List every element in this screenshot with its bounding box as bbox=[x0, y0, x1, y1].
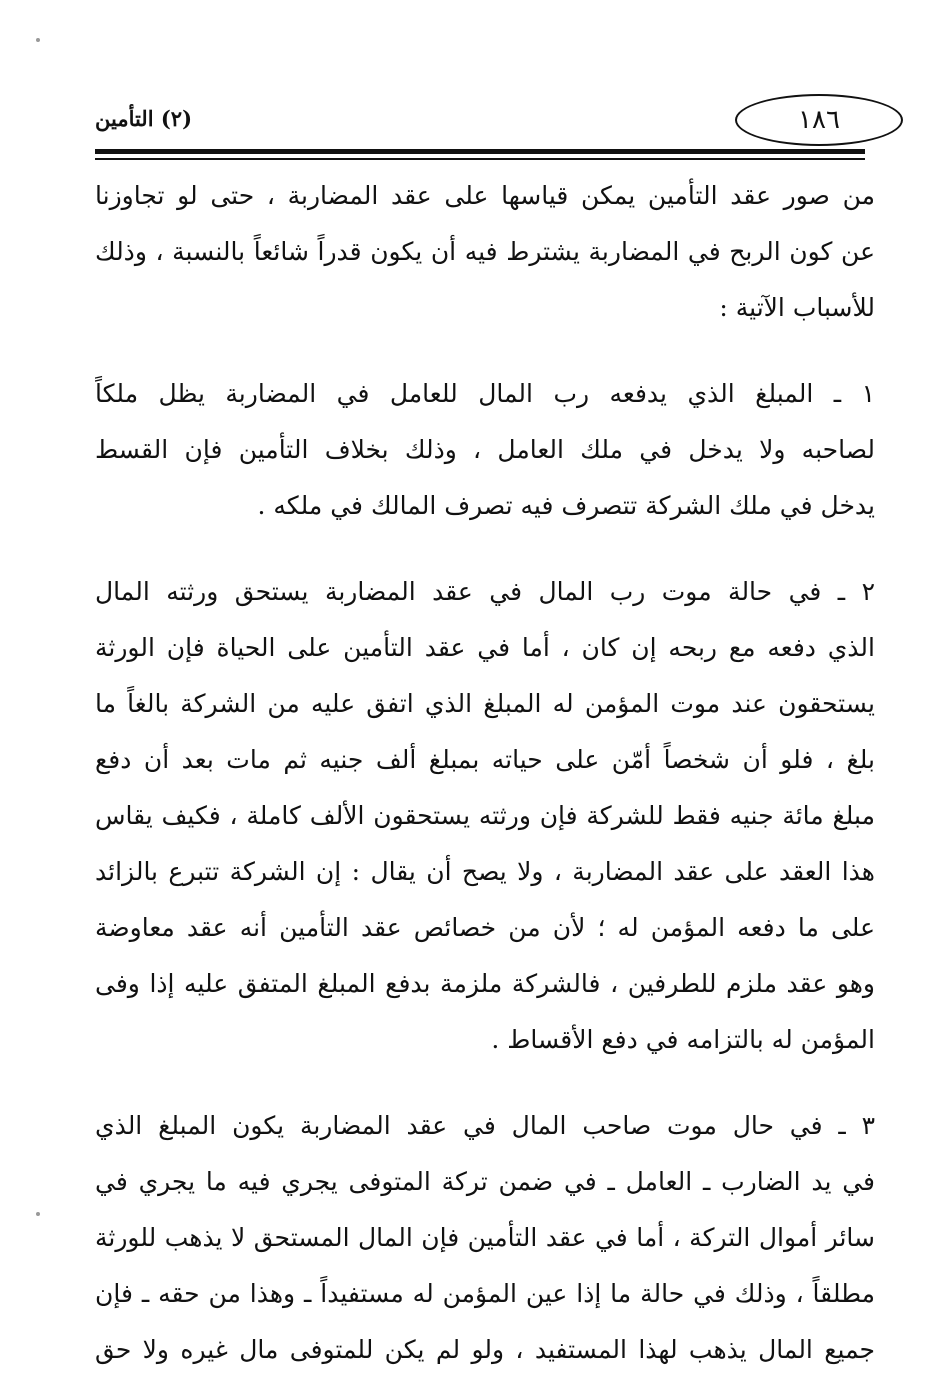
page-number-oval bbox=[735, 94, 903, 146]
paragraph-point-1 bbox=[95, 366, 875, 534]
text-line: عن كون الربح في المضاربة يشترط فيه أن يكون قدراً شائعاً بالنسبة ، وذلك bbox=[95, 237, 875, 266]
paragraph-point-3 bbox=[95, 1098, 875, 1378]
text-line: سائر أموال التركة ، أما في عقد التأمين فإن المال المستحق لا يذهب للورثة bbox=[95, 1223, 875, 1252]
text-line: في يد الضارب ـ العامل ـ في ضمن تركة المتوفى يجري فيه ما يجري في bbox=[95, 1167, 875, 1196]
body-text bbox=[95, 168, 875, 1378]
text-line: للأسباب الآتية : bbox=[719, 293, 875, 322]
text-line: ١ ـ المبلغ الذي يدفعه رب المال للعامل في المضاربة يظل ملكاً bbox=[95, 379, 875, 408]
page-header bbox=[95, 92, 865, 162]
text-line: مبلغ مائة جنيه فقط للشركة فإن ورثته يستحقون الألف كاملة ، فكيف يقاس bbox=[95, 801, 875, 830]
running-title: (٢) التأمين bbox=[95, 106, 193, 131]
paragraph-point-2 bbox=[95, 564, 875, 1068]
text-line: على ما دفعه المؤمن له ؛ لأن من خصائص عقد التأمين أنه عقد معاوضة bbox=[95, 913, 875, 942]
header-rule-thin bbox=[95, 158, 865, 160]
text-line: ٢ ـ في حالة موت رب المال في عقد المضاربة يستحق ورثته المال bbox=[95, 577, 875, 606]
text-line: بلغ ، فلو أن شخصاً أمّن على حياته بمبلغ ألف جنيه ثم مات بعد أن دفع bbox=[95, 745, 875, 774]
header-rule-thick bbox=[95, 149, 865, 154]
text-line: وهو عقد ملزم للطرفين ، فالشركة ملزمة بدفع المبلغ المتفق عليه إذا وفى bbox=[95, 969, 875, 998]
text-line: يستحقون عند موت المؤمن له المبلغ الذي اتفق عليه من الشركة بالغاً ما bbox=[95, 689, 875, 718]
margin-speck bbox=[36, 1212, 40, 1216]
text-line: الذي دفعه مع ربحه إن كان ، أما في عقد التأمين على الحياة فإن الورثة bbox=[95, 633, 875, 662]
text-line: المؤمن له بالتزامه في دفع الأقساط . bbox=[491, 1025, 875, 1054]
text-line: ٣ ـ في حال موت صاحب المال في عقد المضاربة يكون المبلغ الذي bbox=[95, 1111, 875, 1140]
page-number: ١٨٦ bbox=[798, 105, 840, 135]
margin-speck bbox=[36, 38, 40, 42]
text-line: جميع المال يذهب لهذا المستفيد ، ولو لم يكن للمتوفى مال غيره ولا حق bbox=[95, 1335, 875, 1364]
text-line: من صور عقد التأمين يمكن قياسها على عقد المضاربة ، حتى لو تجاوزنا bbox=[95, 181, 875, 210]
paragraph-intro bbox=[95, 168, 875, 336]
text-line: هذا العقد على عقد المضاربة ، ولا يصح أن يقال : إن الشركة تتبرع بالزائد bbox=[95, 857, 875, 886]
text-line: يدخل في ملك الشركة تتصرف فيه تصرف المالك في ملكه . bbox=[257, 491, 875, 520]
text-line: مطلقاً ، وذلك في حالة ما إذا عين المؤمن له مستفيداً ـ وهذا من حقه ـ فإن bbox=[95, 1279, 875, 1308]
text-line: لصاحبه ولا يدخل في ملك العامل ، وذلك بخلاف التأمين فإن القسط bbox=[95, 435, 875, 464]
